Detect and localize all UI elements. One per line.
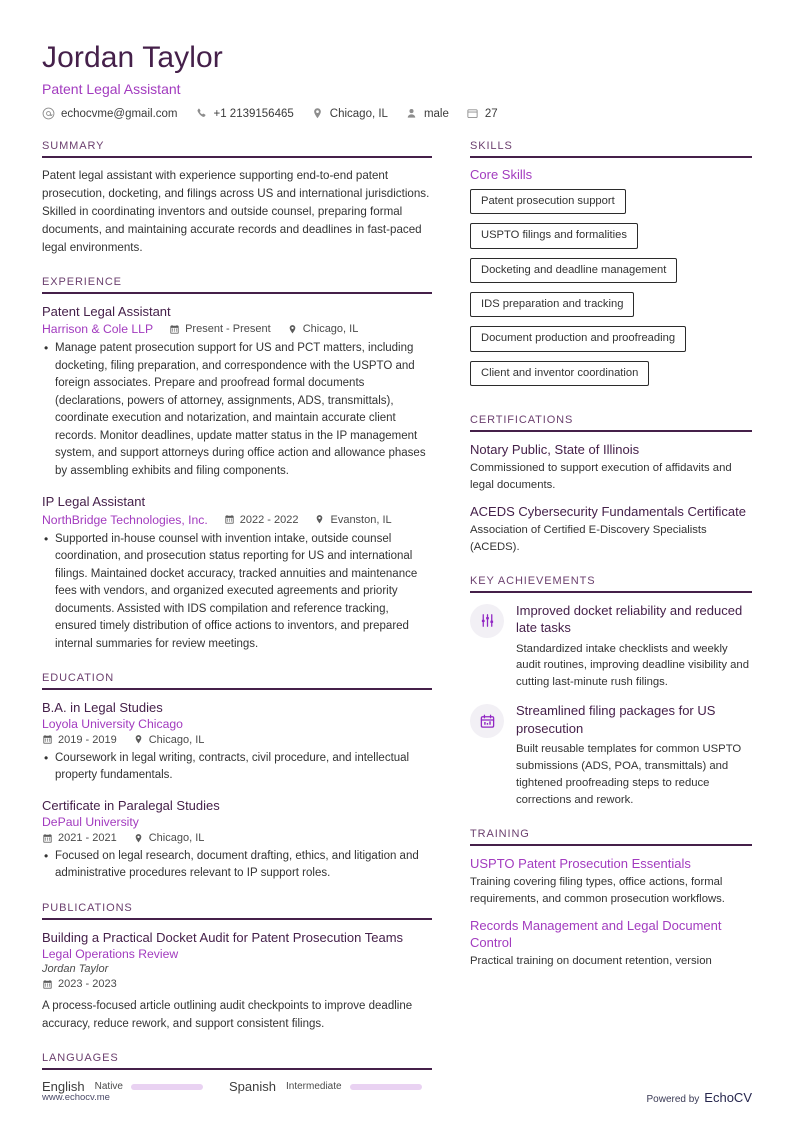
section-rule [42,918,432,920]
training-item [470,917,752,970]
section-rule [470,591,752,593]
bullet-item: • Coursework in legal writing, contracts, civil procedure, and intellectual property fundamentals. [42,750,432,785]
contact-age [466,107,498,120]
education-dates-value: 2021 - 2021 [58,832,117,844]
experience-location-value: Evanston, IL [330,513,392,526]
publication-description: A process-focused article outlining audit checkpoints to improve deadline accuracy, reduce rework, and support consistent filings. [42,1000,413,1030]
education-dates [42,832,117,844]
bullet-item: • Manage patent prosecution support for US and PCT matters, including docketing, filing preparation, and correspondence with the USPTO and foreign associates. Prepare and proofread formal documents (declarations, powers of attorney, assignments, ADS, transmittals), coordinate execution and notarization, and maintain accurate client records. Monitor deadlines, update matter status in the IP management system, and support attorneys during office action and allowance phases by assembling exhibits and filing components. [42,340,432,480]
calendar-icon [42,734,53,745]
section-title-training: TRAINING [470,827,530,840]
language-name: Spanish [229,1079,276,1095]
section-rule [42,292,432,294]
publication-author: Jordan Taylor [42,963,109,976]
education-bullets [42,848,432,883]
education-dates-value: 2019 - 2019 [58,733,117,746]
section-rule [470,430,752,432]
experience-entry [42,303,432,480]
education-entry [42,797,432,882]
calendar-icon [42,979,53,990]
page-footer [42,1090,752,1105]
contact-age-value: 27 [484,107,498,120]
achievement-title: Improved docket reliability and reduced late tasks [516,602,743,636]
left-column [42,140,432,1113]
phone-icon [195,107,208,120]
person-icon [405,107,418,120]
education-school: DePaul University [42,815,139,829]
footer-powered-label: Powered by [646,1094,700,1105]
location-pin-icon [133,734,144,745]
training-item [470,855,752,908]
page-title: Jordan Taylor [42,41,223,74]
bullet-item: • Supported in-house counsel with invention intake, outside counsel coordination, and prosecution status reporting for US and international filings. Maintained docket accuracy, tracked annuities and maintenance fees with vendors, and organized executed agreements and priority documents. Assisted with IDS compilation and reference tracking, ensured timely distribution of office actions to inventors, and prepared internal summaries for review meetings. [42,531,432,653]
section-skills [470,140,752,395]
contact-location-value: Chicago, IL [329,107,388,120]
sliders-icon [470,604,504,638]
contact-row [42,107,752,120]
section-title-experience: EXPERIENCE [42,275,122,288]
certification-name: ACEDS Cybersecurity Fundamentals Certificate [470,503,746,519]
resume-header [42,40,752,120]
section-publications [42,902,432,1033]
skill-group-label: Core Skills [470,167,533,182]
section-rule [42,688,432,690]
experience-location [287,323,359,335]
achievement-item [470,602,752,691]
section-rule [470,156,752,158]
section-languages [42,1052,432,1094]
skill-chip-list [470,189,752,395]
publication-title: Building a Practical Docket Audit for Patent Prosecution Teams [42,929,404,945]
bullet-item: • Focused on legal research, document drafting, ethics, and litigation and administrative procedures relevant to IP support roles. [42,848,432,883]
section-rule [470,844,752,846]
skill-chip: IDS preparation and tracking [470,292,634,317]
training-description: Training covering filing types, office actions, formal requirements, and common prosecution workflows. [470,875,725,905]
section-title-skills: SKILLS [470,140,513,152]
footer-brand: EchoCV [704,1090,752,1105]
footer-powered-by [646,1090,752,1105]
right-column [470,140,752,989]
certification-item [470,503,752,556]
email-icon [42,107,55,120]
experience-dates [169,323,271,335]
experience-bullets [42,340,432,480]
training-name: Records Management and Legal Document Control [470,917,722,950]
education-school: Loyola University Chicago [42,716,183,731]
section-rule [42,156,432,158]
certification-name: Notary Public, State of Illinois [470,441,640,457]
section-key-achievements [470,575,752,809]
achievement-title: Streamlined filing packages for US prosecution [516,703,716,736]
location-pin-icon [133,833,144,844]
skill-chip: Client and inventor coordination [470,361,649,386]
education-location [133,734,205,746]
certification-description: Commissioned to support execution of affidavits and legal documents. [470,462,732,491]
calendar-icon [470,704,504,738]
experience-dates-value: Present - Present [185,323,271,336]
contact-gender-value: male [423,107,449,120]
section-certifications [470,414,752,556]
language-name: English [42,1079,85,1095]
contact-email-value: echocvme@gmail.com [61,107,178,120]
education-dates [42,734,117,746]
education-entry [42,699,432,784]
education-location [133,832,205,844]
education-degree: B.A. in Legal Studies [42,699,163,715]
section-rule [42,1068,432,1070]
calendar-icon [42,833,53,844]
education-location-value: Chicago, IL [148,733,205,746]
skill-chip: USPTO filings and formalities [470,223,638,248]
publication-journal: Legal Operations Review [42,947,179,962]
certification-description: Association of Certified E-Discovery Specialists (ACEDS). [470,524,707,553]
education-bullets [42,750,432,785]
footer-url[interactable]: www.echocv.me [42,1092,110,1103]
achievement-description: Built reusable templates for common USPTO submissions (ADS, POA, transmittals) and tightened proofreading steps to reduce corrections and rework. [516,742,742,806]
section-title-publications: PUBLICATIONS [42,901,133,914]
skill-chip: Patent prosecution support [470,189,626,214]
section-summary [42,140,432,257]
skill-chip: Document production and proofreading [470,326,686,351]
experience-role: IP Legal Assistant [42,494,146,510]
contact-gender [405,107,449,120]
location-pin-icon [314,514,325,525]
education-degree: Certificate in Paralegal Studies [42,798,220,814]
section-title-languages: LANGUAGES [42,1052,119,1065]
location-pin-icon [311,107,324,120]
location-pin-icon [287,324,298,335]
experience-location [314,514,391,526]
experience-dates [224,514,299,526]
contact-location [311,107,388,120]
summary-text: Patent legal assistant with experience supporting end-to-end patent prosecution, docketing, and filings across US and international jurisdictions. Skilled in coordinating inventors and outside counsel, preparing formal documents, and maintaining accurate records and deadlines in fast-paced legal environments. [42,169,430,254]
calendar-icon [169,324,180,335]
achievement-item [470,702,752,808]
section-title-certifications: CERTIFICATIONS [470,413,574,426]
experience-location-value: Chicago, IL [302,323,359,336]
section-title-education: EDUCATION [42,671,115,684]
language-level: Intermediate [285,1081,342,1093]
section-experience [42,276,432,653]
achievement-description: Standardized intake checklists and weekly audit routines, improving deadline visibility and cutting last-minute rush filings. [516,642,749,689]
experience-org: NorthBridge Technologies, Inc. [42,512,208,527]
calendar-icon [224,514,235,525]
section-education [42,672,432,883]
training-name: USPTO Patent Prosecution Essentials [470,855,691,871]
contact-phone-value: +1 2139156465 [213,107,294,120]
publication-entry [42,929,432,1033]
skill-chip: Docketing and deadline management [470,258,677,283]
experience-entry [42,493,432,653]
job-title: Patent Legal Assistant [42,81,181,97]
training-description: Practical training on document retention, version [470,954,712,967]
publication-dates-value: 2023 - 2023 [58,978,117,991]
language-level: Native [94,1081,123,1093]
experience-role: Patent Legal Assistant [42,303,171,319]
experience-org: Harrison & Cole LLP [42,322,154,337]
section-title-key-achievements: KEY ACHIEVEMENTS [470,574,596,587]
section-training [470,828,752,970]
certification-item [470,441,752,494]
experience-bullets [42,531,432,653]
section-title-summary: SUMMARY [42,140,105,152]
publication-dates [42,978,117,990]
education-location-value: Chicago, IL [148,832,205,844]
calendar-icon [466,107,479,120]
experience-dates-value: 2022 - 2022 [239,513,299,526]
contact-phone[interactable] [195,107,294,120]
contact-email[interactable] [42,107,178,120]
